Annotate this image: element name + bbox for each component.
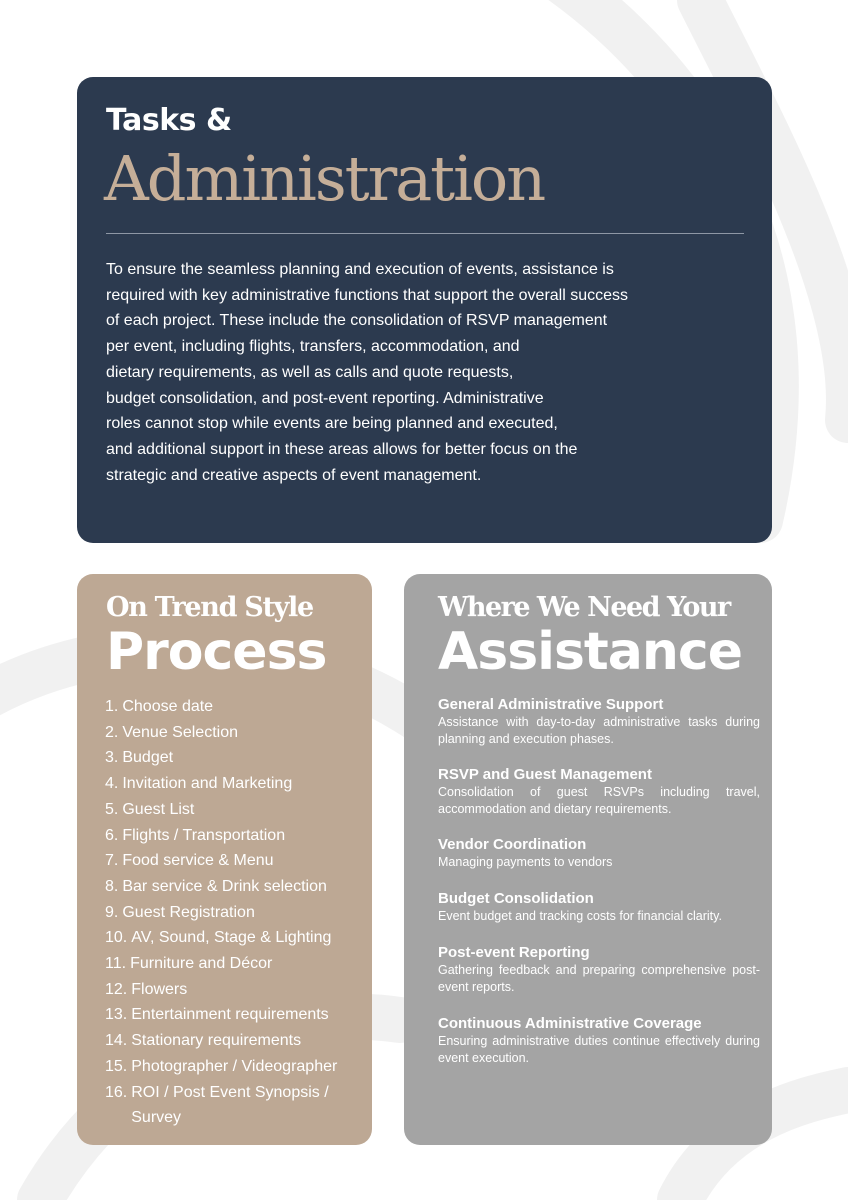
list-item [105,745,367,771]
divider [106,233,744,234]
item-text: Venue Selection [122,723,238,741]
item-text: Invitation and Marketing [122,775,293,793]
list-item [438,1015,760,1067]
item-title: Post-event Reporting [438,944,590,961]
assistance-list [438,696,760,1067]
item-number: 15. [105,1057,128,1075]
process-list [105,694,367,1131]
item-text: Photographer / Videographer [131,1057,338,1075]
item-description: Assistance with day-to-day administrative tasks during planning and execution phases. [438,715,760,746]
list-item [105,771,367,797]
item-number: 7. [105,852,119,870]
intro-line: strategic and creative aspects of event management. [106,466,482,484]
item-description: Managing payments to vendors [438,855,613,869]
tasks-administration-card [77,77,772,543]
intro-line: dietary requirements, as well as calls and quote requests, [106,363,514,381]
item-number: 4. [105,775,119,793]
item-text: AV, Sound, Stage & Lighting [131,929,332,947]
list-item [105,977,367,1003]
assistance-title: Assistance [438,622,742,682]
item-text: Flights / Transportation [122,826,286,844]
list-item [105,694,367,720]
assistance-subtitle: Where We Need Your [438,592,730,623]
item-description: Ensuring administrative duties continue effectively during event execution. [438,1034,760,1065]
item-number: 6. [105,826,119,844]
item-number: 11. [105,955,127,973]
item-number: 9. [105,903,119,921]
item-title: Budget Consolidation [438,890,594,907]
item-title: RSVP and Guest Management [438,766,652,783]
item-text: Furniture and Décor [130,955,273,973]
list-item [105,925,367,951]
intro-line: and additional support in these areas allows for better focus on the [106,440,578,458]
list-item [438,890,760,925]
item-text: Food service & Menu [122,852,274,870]
item-number: 1. [105,698,119,715]
intro-paragraph [106,257,666,488]
list-item [105,1054,367,1080]
list-item [105,900,367,926]
intro-line: To ensure the seamless planning and execution of events, assistance is [106,261,614,278]
section-kicker: Tasks & [106,103,232,138]
list-item [105,848,367,874]
list-item [105,797,367,823]
intro-line: roles cannot stop while events are being planned and executed, [106,415,558,433]
item-number: 2. [105,723,119,741]
item-text: Budget [122,749,174,767]
list-item [438,836,760,871]
list-item [105,1002,367,1028]
intro-line: per event, including flights, transfers, accommodation, and [106,338,520,356]
item-number: 5. [105,800,119,818]
item-title: General Administrative Support [438,696,664,713]
item-text: Choose date [122,698,214,715]
item-number: 10. [105,929,128,947]
list-item [105,951,367,977]
process-title: Process [106,622,327,682]
item-text: Stationary requirements [131,1032,302,1050]
list-item [438,696,760,748]
item-number: 16. [105,1083,128,1101]
item-number: 14. [105,1032,128,1050]
list-item [105,720,367,746]
intro-line: required with key administrative functions that support the overall success [106,286,629,304]
intro-line: of each project. These include the consolidation of RSVP management [106,312,608,330]
item-text: Bar service & Drink selection [122,877,327,895]
item-text: Guest Registration [122,903,255,921]
item-description: Gathering feedback and preparing comprehensive post-event reports. [438,963,760,994]
assistance-card [404,574,772,1145]
item-title: Vendor Coordination [438,836,587,853]
item-number: 3. [105,749,119,767]
list-item [438,766,760,818]
list-item [105,874,367,900]
item-text: Entertainment requirements [131,1006,329,1024]
list-item [105,823,367,849]
list-item [105,1028,367,1054]
list-item [438,944,760,996]
list-item [105,1080,367,1131]
item-title: Continuous Administrative Coverage [438,1015,702,1032]
item-number: 12. [105,980,128,998]
item-text: Flowers [131,980,188,998]
process-card [77,574,372,1145]
item-text: ROI / Post Event Synopsis / Survey [131,1083,329,1127]
item-description: Event budget and tracking costs for financial clarity. [438,909,722,923]
item-description: Consolidation of guest RSVPs including travel, accommodation and dietary requirements. [438,785,760,816]
item-number: 13. [105,1006,128,1024]
item-text: Guest List [122,800,195,818]
page-title: Administration [104,142,545,215]
item-number: 8. [105,877,119,895]
process-subtitle: On Trend Style [106,592,313,623]
intro-line: budget consolidation, and post-event reporting. Administrative [106,389,544,407]
